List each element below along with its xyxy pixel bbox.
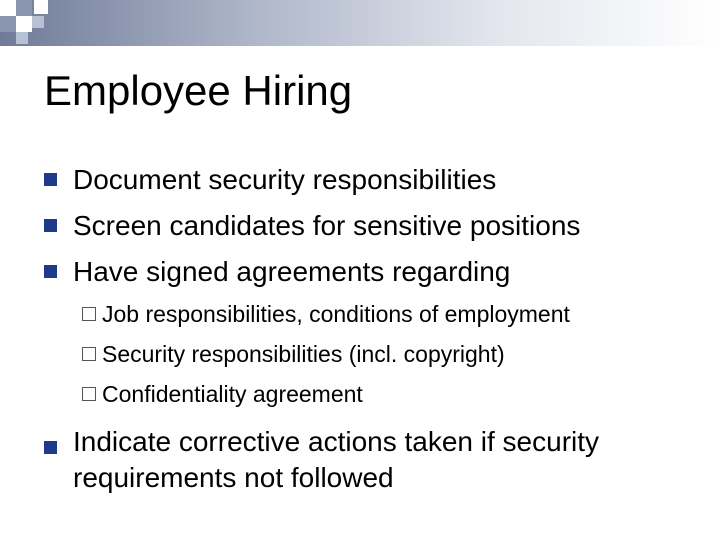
square-bullet-icon xyxy=(44,441,57,454)
checkbox-bullet-icon xyxy=(82,307,96,321)
decor-square xyxy=(0,16,16,32)
checkbox-bullet-icon xyxy=(82,387,96,401)
decor-square xyxy=(16,32,28,44)
slide-title: Employee Hiring xyxy=(44,67,353,114)
bullet-item: Document security responsibilities xyxy=(44,162,496,198)
checkbox-bullet-icon xyxy=(82,347,96,361)
square-bullet-icon xyxy=(44,173,57,186)
bullet-item: Have signed agreements regarding xyxy=(44,254,510,290)
bullet-item: Screen candidates for sensitive positions xyxy=(44,208,580,244)
sub-bullet-item: Job responsibilities, conditions of employment xyxy=(82,299,570,329)
decor-square xyxy=(0,0,16,16)
bullet-item: Indicate corrective actions taken if security requirements not followed xyxy=(44,424,683,496)
decor-square xyxy=(32,16,44,28)
sub-bullet-item: Confidentiality agreement xyxy=(82,379,363,409)
square-bullet-icon xyxy=(44,265,57,278)
decor-square xyxy=(16,0,32,16)
decor-square xyxy=(34,0,48,14)
header-band xyxy=(0,0,720,46)
square-bullet-icon xyxy=(44,219,57,232)
decor-square xyxy=(16,16,32,32)
sub-bullet-item: Security responsibilities (incl. copyright) xyxy=(82,339,505,369)
